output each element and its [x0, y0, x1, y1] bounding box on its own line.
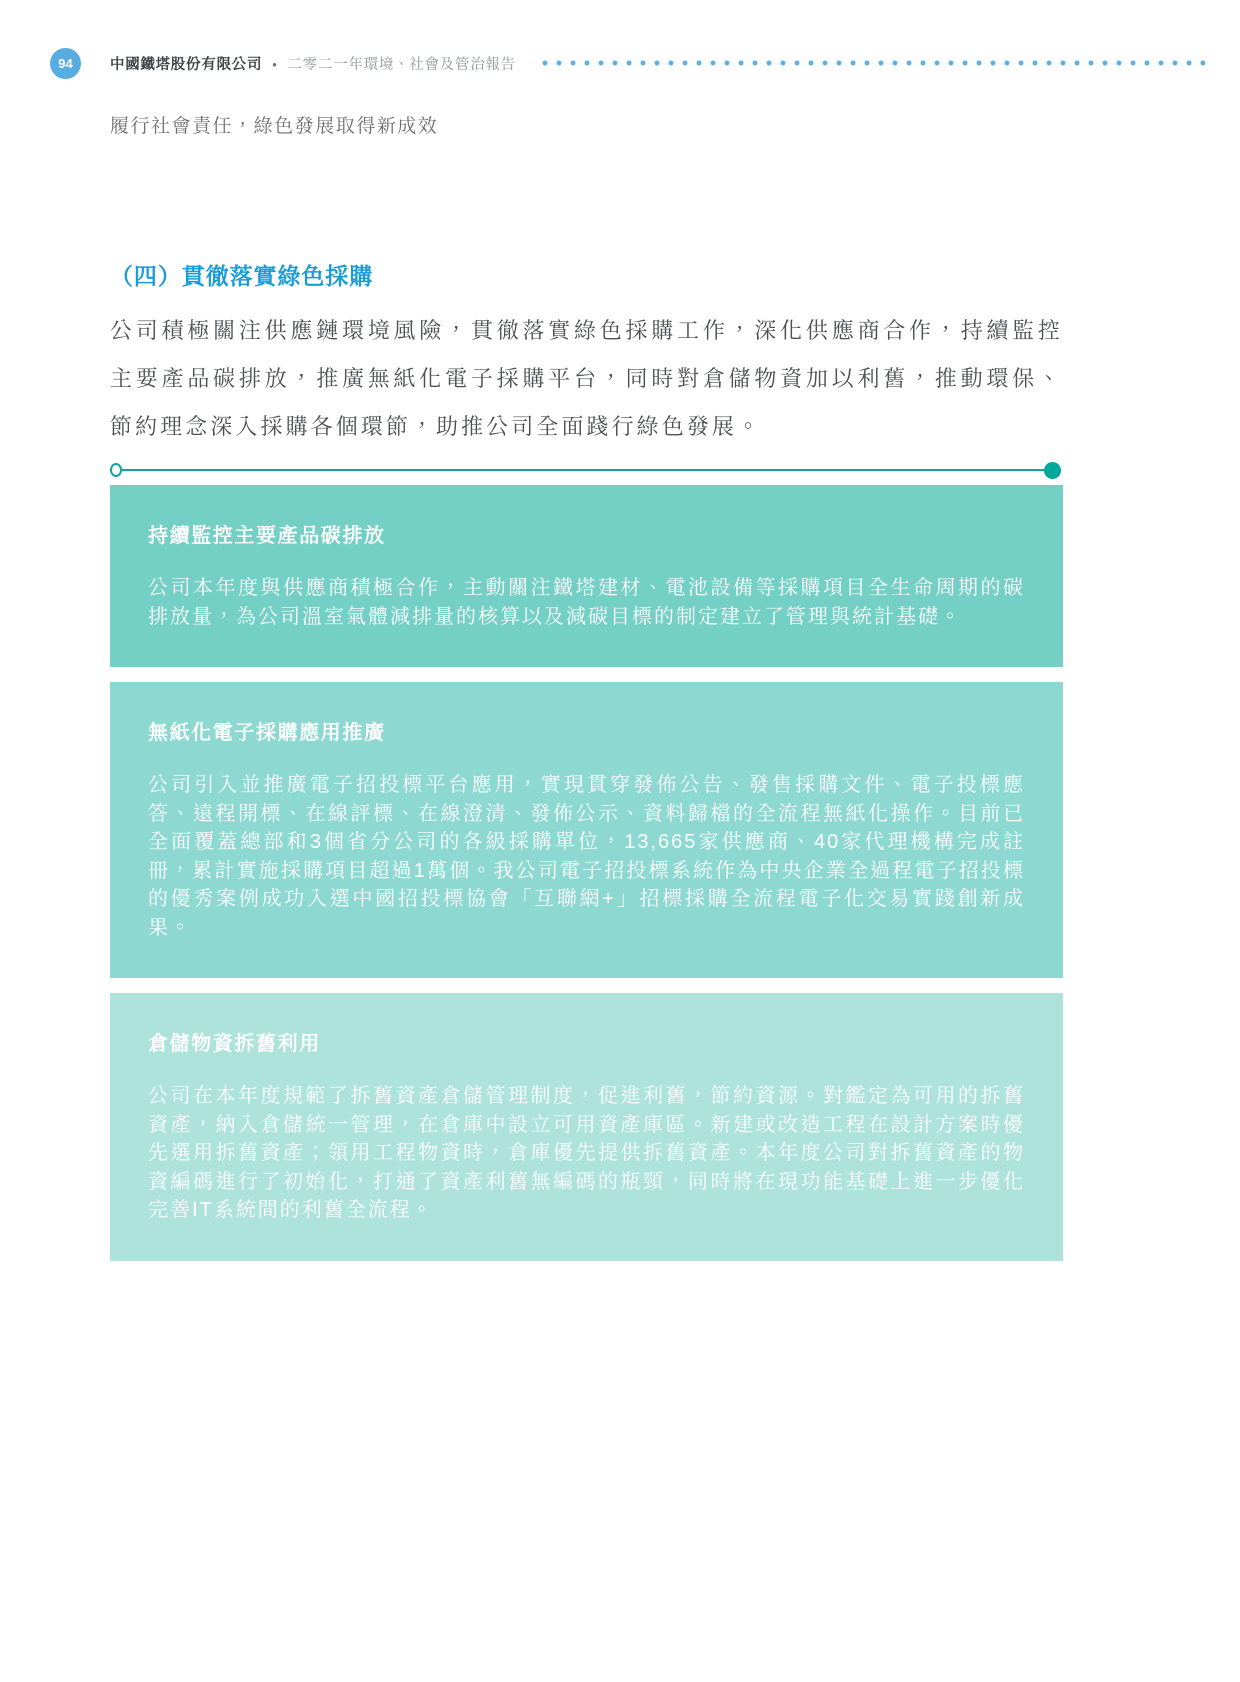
card-body: 公司在本年度規範了拆舊資產倉儲管理制度，促進利舊，節約資源。對鑑定為可用的拆舊資產，納入倉儲統一管理，在倉庫中設立可用資產庫區。新建或改造工程在設計方案時優先選用拆舊資產；領用工程物資時，倉庫優先提供拆舊資產。本年度公司對拆舊資產的物資編碼進行了初始化，打通了資產利舊無編碼的瓶頸，同時將在現功能基礎上進一步優化完善IT系統間的利舊全流程。 [148, 1085, 1025, 1221]
card-title: 倉儲物資拆舊利用 [148, 1033, 321, 1055]
card-warehouse-material-reuse [110, 993, 1063, 1261]
timeline-connector [110, 461, 1063, 479]
page-content [110, 258, 1063, 1261]
page-number-badge: 94 [50, 48, 81, 79]
card-title: 無紙化電子採購應用推廣 [148, 722, 386, 744]
report-title: 二零二一年環境、社會及管治報告 [287, 56, 516, 73]
card-paperless-e-procurement [110, 682, 1063, 978]
card-body: 公司引入並推廣電子招投標平台應用，實現貫穿發佈公告、發售採購文件、電子投標應答、遠程開標、在線評標、在線澄清、發佈公示、資料歸檔的全流程無紙化操作。目前已全面覆蓋總部和3個省分公司的各級採購單位，13,665家供應商、40家代理機構完成註冊，累計實施採購項目超過1萬個。我公司電子招投標系統作為中央企業全過程電子招投標的優秀案例成功入選中國招投標協會「互聯網+」招標採購全流程電子化交易實踐創新成果。 [148, 774, 1025, 939]
timeline-end-dot-icon [1044, 462, 1061, 479]
header-title-row [110, 53, 516, 74]
company-name: 中國鐵塔股份有限公司 [110, 56, 263, 73]
section-intro-paragraph: 公司積極關注供應鏈環境風險，貫徹落實綠色採購工作，深化供應商合作，持續監控主要產品碳排放，推廣無紙化電子採購平台，同時對倉儲物資加以利舊，推動環保、節約理念深入採購各個環節，助推公司全面踐行綠色發展。 [110, 318, 1063, 439]
dotted-divider [542, 58, 1205, 68]
card-body: 公司本年度與供應商積極合作，主動關注鐵塔建材、電池設備等採購項目全生命周期的碳排放量，為公司溫室氣體減排量的核算以及減碳目標的制定建立了管理與統計基礎。 [148, 577, 1025, 628]
timeline-start-circle-icon [110, 463, 122, 477]
card-title: 持續監控主要產品碳排放 [148, 525, 386, 547]
timeline-line [122, 469, 1044, 471]
card-carbon-emission-monitoring [110, 485, 1063, 667]
bullet-separator-icon: • [272, 56, 278, 72]
section-heading: （四）貫徹落實綠色採購 [110, 263, 374, 289]
page-header [58, 47, 1205, 79]
chapter-subtitle: 履行社會責任，綠色發展取得新成效 [110, 116, 439, 137]
